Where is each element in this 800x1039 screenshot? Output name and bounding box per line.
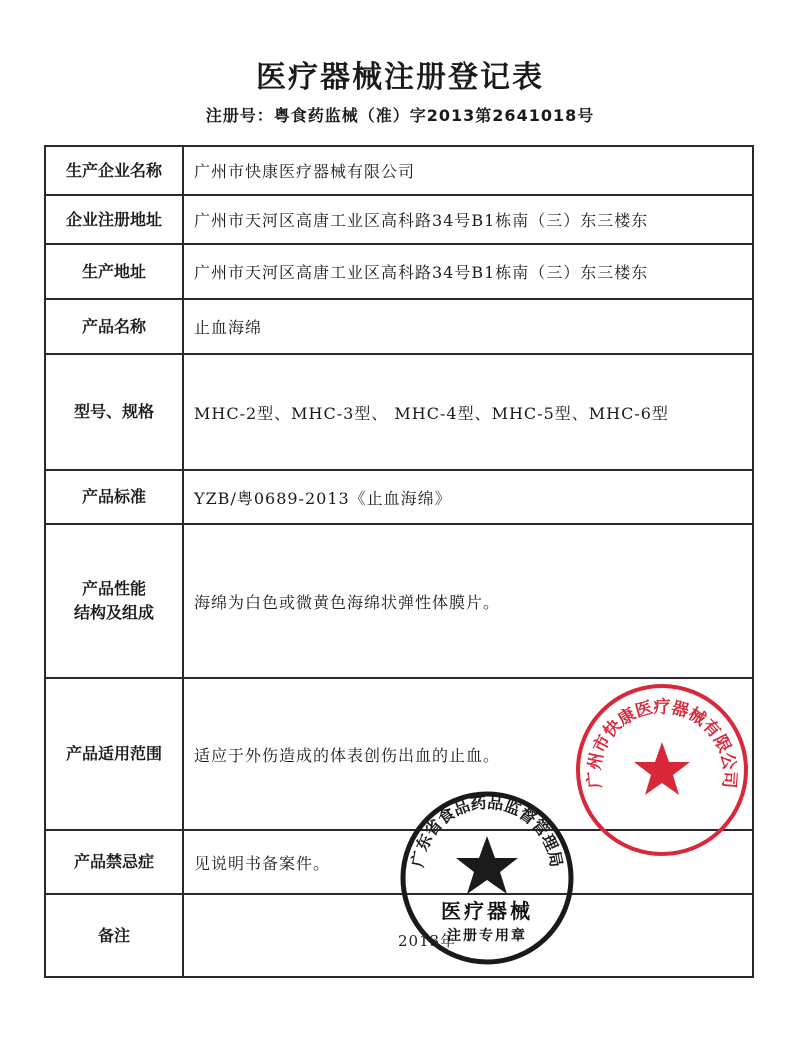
row-label xyxy=(45,524,183,678)
table-row xyxy=(45,195,753,244)
row-value: 广州市天河区高唐工业区高科路34号B1栋南（三）东三楼东 xyxy=(183,195,753,244)
row-value: 广州市快康医疗器械有限公司 xyxy=(183,146,753,195)
row-label: 产品适用范围 xyxy=(45,678,183,830)
row-value: 见说明书备案件。 xyxy=(183,830,753,894)
government-seal-center-text: 医疗器械 xyxy=(441,899,533,923)
row-label: 企业注册地址 xyxy=(45,195,183,244)
company-seal-icon xyxy=(572,680,752,860)
table-row xyxy=(45,524,753,678)
row-label: 产品名称 xyxy=(45,299,183,354)
row-value: 止血海绵 xyxy=(183,299,753,354)
table-row xyxy=(45,244,753,299)
table-row xyxy=(45,146,753,195)
issue-date: 2013年 xyxy=(398,932,457,950)
table-row xyxy=(45,470,753,524)
government-seal-sub-text: 注册专用章 xyxy=(447,928,527,944)
table-row xyxy=(45,299,753,354)
row-value: 广州市天河区高唐工业区高科路34号B1栋南（三）东三楼东 xyxy=(183,244,753,299)
row-label: 生产企业名称 xyxy=(45,146,183,195)
row-label-line1: 产品性能 xyxy=(81,579,146,598)
row-value: 海绵为白色或微黄色海绵状弹性体膜片。 xyxy=(183,524,753,678)
row-label: 产品禁忌症 xyxy=(45,830,183,894)
company-seal-text: 广州市快康医疗器械有限公司 xyxy=(584,697,740,789)
row-value: 适应于外伤造成的体表创伤出血的止血。 xyxy=(183,678,753,830)
table-row xyxy=(45,354,753,470)
document-title: 医疗器械注册登记表 xyxy=(256,60,544,95)
row-value: YZB/粤0689-2013《止血海绵》 xyxy=(183,470,753,524)
row-value: MHC-2型、MHC-3型、 MHC-4型、MHC-5型、MHC-6型 xyxy=(183,354,753,470)
row-label-line2: 结构及组成 xyxy=(73,603,154,622)
row-label: 型号、规格 xyxy=(45,354,183,470)
row-label: 产品标准 xyxy=(45,470,183,524)
row-label: 备注 xyxy=(45,894,183,977)
government-seal-ring-text: 广东省食品药品监督管理局 xyxy=(407,792,567,869)
row-label: 生产地址 xyxy=(45,244,183,299)
registration-number: 注册号：粤食药监械（准）字2013第2641018号 xyxy=(205,106,595,125)
